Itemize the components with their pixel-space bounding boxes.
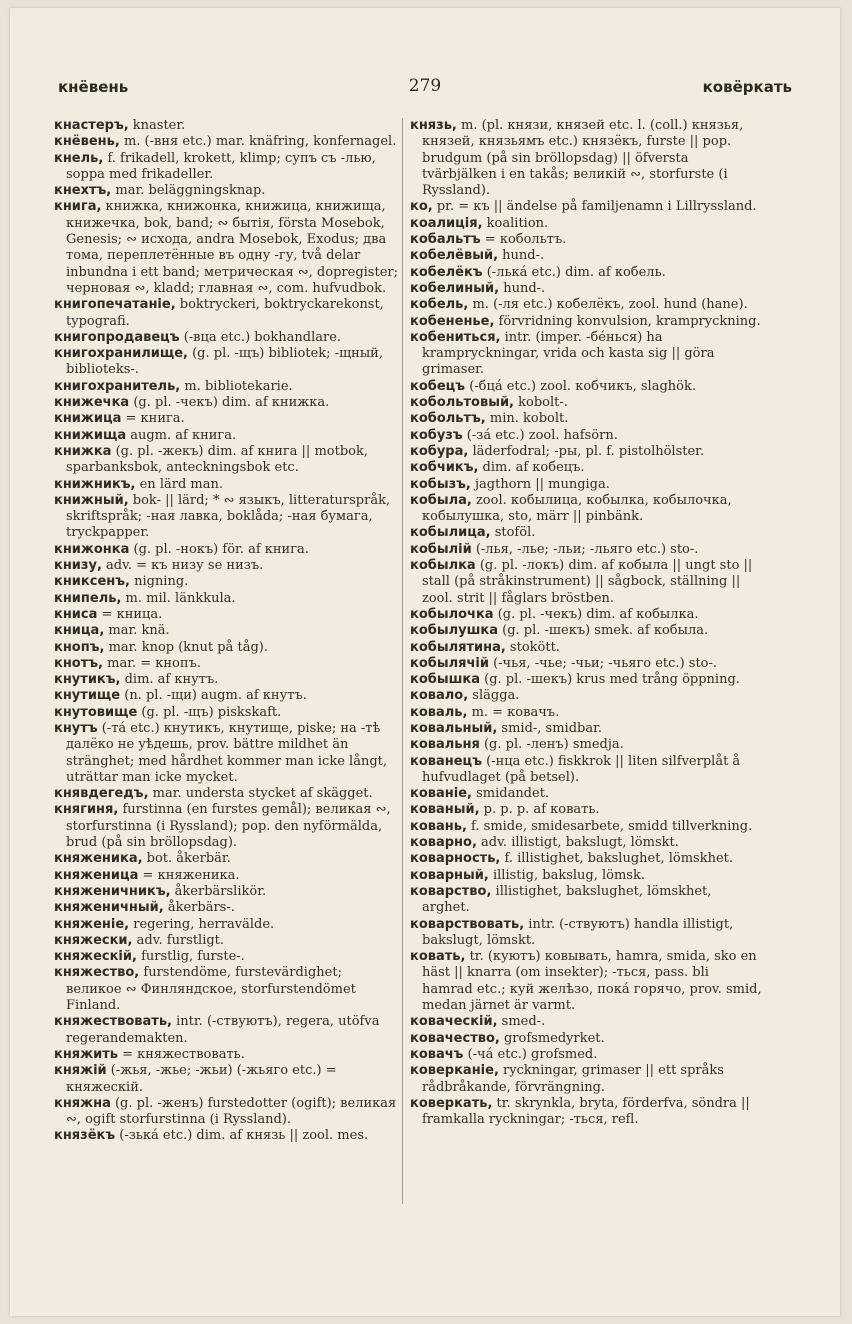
entry-definition: smidandet. xyxy=(471,786,550,802)
entry-definition: pr. = къ || ändelse på familjenamn i Lillryssland. xyxy=(432,199,757,215)
entry-definition: (n. pl. -щи) augm. af кнутъ. xyxy=(120,688,307,704)
entry-headword: кобчикъ, xyxy=(410,460,479,476)
dictionary-entry xyxy=(54,542,399,558)
dictionary-entry xyxy=(410,232,762,248)
entry-headword: книжный, xyxy=(54,492,129,508)
entry-headword: кобылій xyxy=(410,541,472,557)
entry-definition: m. bibliotekarie. xyxy=(180,378,293,394)
entry-headword: коварность, xyxy=(410,851,501,867)
entry-headword: книгохранитель, xyxy=(54,378,181,394)
entry-headword: княжить xyxy=(54,1046,118,1062)
entry-headword: кобызъ, xyxy=(410,476,471,492)
dictionary-entry xyxy=(410,542,762,558)
entry-definition: dim. af кнутъ. xyxy=(120,672,219,688)
entry-headword: книгопродавецъ xyxy=(54,329,180,345)
entry-headword: кобылочка xyxy=(410,606,494,622)
entry-headword: книжища xyxy=(54,427,127,443)
entry-definition: åkerbärs-. xyxy=(163,900,235,916)
entry-headword: коалиція, xyxy=(410,215,483,231)
entry-headword: ковань, xyxy=(410,818,467,834)
dictionary-entry xyxy=(54,1096,399,1129)
dictionary-entry xyxy=(410,1047,762,1063)
dictionary-entry xyxy=(54,558,399,574)
dictionary-entry xyxy=(410,656,762,672)
entry-headword: княжески, xyxy=(54,932,133,948)
entry-headword: кнутище xyxy=(54,688,121,704)
entry-definition: (-лья, -лье; -льи; -льяго etc.) sto-. xyxy=(471,541,699,557)
entry-definition: f. frikadell, krokett, klimp; супъ съ -лью, soppa med frikadeller. xyxy=(66,150,376,182)
page-number: 279 xyxy=(408,76,442,96)
entry-headword: кобылячій xyxy=(410,655,489,671)
entry-definition: boktryckeri, boktryckarekonst, typografi. xyxy=(66,297,384,329)
entry-headword: княгиня, xyxy=(54,802,119,818)
entry-headword: книса xyxy=(54,606,98,622)
entry-headword: книжникъ, xyxy=(54,476,136,492)
entry-definition: grofsmedyrket. xyxy=(499,1030,605,1046)
dictionary-entry xyxy=(410,477,762,493)
entry-definition: = княженика. xyxy=(138,867,240,883)
entry-headword: кобецъ xyxy=(410,378,466,394)
entry-headword: коваль, xyxy=(410,704,468,720)
entry-definition: = кница. xyxy=(97,606,163,622)
dictionary-entry xyxy=(410,672,762,688)
dictionary-entry xyxy=(410,688,762,704)
entry-headword: княжество, xyxy=(54,965,140,981)
dictionary-entry xyxy=(54,118,399,134)
entry-definition: kobolt-. xyxy=(514,395,568,411)
dictionary-entry xyxy=(54,900,399,916)
dictionary-entry xyxy=(54,672,399,688)
entry-definition: smed-. xyxy=(497,1014,546,1030)
entry-headword: книгохранилище, xyxy=(54,346,188,362)
left-guide-word: кнёвень xyxy=(58,78,129,96)
entry-definition: mar. knop (knut på tåg). xyxy=(104,639,268,655)
entry-headword: кобылятина, xyxy=(410,639,506,655)
dictionary-entry xyxy=(54,477,399,493)
dictionary-entry xyxy=(54,1014,399,1047)
dictionary-entry xyxy=(54,1063,399,1096)
entry-definition: intr. (-ствуютъ) handla illistigt, bakslugt, lömskt. xyxy=(422,916,734,948)
dictionary-entry xyxy=(54,591,399,607)
entry-definition: m. (pl. князи, князей etc. l. (coll.) князья, князей, князьямъ etc.) князёкъ, furste || pop. brudgum (på sin bröllopsdag) || öfversta tvärbjälken i en takås; великій ∾, storfurste (i Ryssland). xyxy=(422,118,744,199)
entry-headword: княжествовать, xyxy=(54,1014,172,1030)
left-column xyxy=(54,118,399,1145)
entry-headword: кнель, xyxy=(54,150,104,166)
column-divider xyxy=(402,118,403,1204)
entry-definition: intr. (imper. -бéнься) ha krampryckningar, vrida och kasta sig || göra grimaser. xyxy=(422,329,715,378)
entry-definition: m. (-ля etc.) кобелёкъ, zool. hund (hane). xyxy=(468,297,748,313)
entry-headword: ко, xyxy=(410,199,433,215)
entry-headword: кобель, xyxy=(410,297,469,313)
dictionary-entry xyxy=(410,1096,762,1129)
entry-definition: stokött. xyxy=(505,639,560,655)
entry-headword: князёкъ xyxy=(54,1128,116,1144)
dictionary-entry xyxy=(410,705,762,721)
dictionary-entry xyxy=(54,151,399,184)
dictionary-entry xyxy=(410,265,762,281)
entry-definition: hund-. xyxy=(498,248,545,264)
entry-definition: tr. skrynkla, bryta, förderfva, söndra || framkalla ryckningar; -ться, refl. xyxy=(422,1095,750,1128)
entry-definition: mar. beläggningsknap. xyxy=(111,183,266,199)
entry-definition: (-нца etc.) fiskkrok || liten silfverplåt å hufvudlaget (på betsel). xyxy=(422,753,741,785)
entry-definition: tr. (куютъ) ковывать, hamra, smida, sko en häst || knarra (om insekter); -ться, pass. bli hamrad etc.; куй желѣзо, покá горячо, prov. smid, medan järnet är varmt. xyxy=(422,949,762,1014)
dictionary-entry xyxy=(54,199,399,297)
dictionary-entry xyxy=(54,656,399,672)
entry-definition: läderfodral; -ры, pl. f. pistolhölster. xyxy=(468,443,705,459)
entry-headword: кобышка xyxy=(410,672,480,688)
entry-definition: furstendöme, furstevärdighet; великое ∾ Финляндское, storfurstendömet Finland. xyxy=(66,965,356,1014)
dictionary-entry xyxy=(54,379,399,395)
entry-headword: кобузъ xyxy=(410,427,463,443)
entry-definition: mar. knä. xyxy=(104,623,170,639)
right-column xyxy=(410,118,762,1128)
entry-definition: mar. understa stycket af skägget. xyxy=(148,786,373,802)
entry-headword: кнёвень, xyxy=(54,134,120,150)
dictionary-entry xyxy=(54,933,399,949)
dictionary-entry xyxy=(410,868,762,884)
dictionary-entry xyxy=(54,949,399,965)
entry-headword: кобольтовый, xyxy=(410,395,514,411)
entry-headword: кобальтъ xyxy=(410,232,481,248)
entry-headword: ковальня xyxy=(410,737,480,753)
entry-headword: кованецъ xyxy=(410,753,482,769)
entry-headword: кнастеръ, xyxy=(54,118,129,133)
dictionary-entry xyxy=(410,1014,762,1030)
entry-definition: (g. pl. -шекъ) krus med trång öppning. xyxy=(480,672,740,688)
entry-definition: (g. pl. -ленъ) smedja. xyxy=(479,737,624,753)
entry-definition: (g. pl. -шекъ) smek. af кобыла. xyxy=(498,623,709,639)
entry-definition: m. (-вня etc.) mar. knäfring, konfernagel. xyxy=(119,134,397,150)
entry-definition: (-чья, -чье; -чьи; -чьяго etc.) sto-. xyxy=(488,655,718,671)
entry-headword: коварный, xyxy=(410,867,489,883)
entry-definition: p. p. p. af ковать. xyxy=(479,802,600,818)
dictionary-entry xyxy=(54,851,399,867)
dictionary-entry xyxy=(410,949,762,1014)
entry-definition: åkerbärslikör. xyxy=(170,883,267,899)
entry-definition: stoföl. xyxy=(490,525,536,541)
entry-definition: en lärd man. xyxy=(135,476,223,492)
dictionary-entry xyxy=(54,917,399,933)
dictionary-entry xyxy=(410,428,762,444)
entry-headword: кнехтъ, xyxy=(54,183,112,199)
dictionary-entry xyxy=(54,607,399,623)
entry-headword: книга, xyxy=(54,199,102,215)
dictionary-entry xyxy=(410,281,762,297)
entry-definition: illistighet, bakslughet, lömskhet, arghet. xyxy=(422,883,712,916)
dictionary-entry xyxy=(410,786,762,802)
entry-headword: кобелёкъ xyxy=(410,264,483,280)
entry-definition: koalition. xyxy=(482,215,549,231)
entry-definition: adv. = къ низу se низъ. xyxy=(101,558,264,574)
entry-definition: zool. кобылица, кобылка, кобылочка, кобылушка, sto, märr || pinbänk. xyxy=(422,492,732,525)
dictionary-entry xyxy=(54,884,399,900)
dictionary-entry xyxy=(410,754,762,787)
dictionary-entry xyxy=(54,1047,399,1063)
entry-definition: = княжествовать. xyxy=(117,1046,245,1062)
entry-headword: кобылушка xyxy=(410,623,498,639)
dictionary-entry xyxy=(54,346,399,379)
dictionary-entry xyxy=(410,297,762,313)
dictionary-entry xyxy=(54,965,399,1014)
entry-definition: (g. pl. -щъ) piskskaft. xyxy=(137,704,282,720)
entry-definition: adv. illistigt, bakslugt, lömskt. xyxy=(476,835,679,851)
dictionary-entry xyxy=(410,607,762,623)
dictionary-entry xyxy=(410,721,762,737)
entry-headword: книксенъ, xyxy=(54,574,130,590)
dictionary-entry xyxy=(410,835,762,851)
entry-headword: кнотъ, xyxy=(54,655,103,671)
entry-headword: ковачъ xyxy=(410,1046,464,1062)
entry-headword: кобыла, xyxy=(410,492,472,508)
entry-definition: illistig, bakslug, lömsk. xyxy=(488,867,645,883)
dictionary-entry xyxy=(54,134,399,150)
entry-headword: кобольтъ, xyxy=(410,411,486,427)
dictionary-entry xyxy=(410,1031,762,1047)
entry-definition: (-бцá etc.) zool. кобчикъ, slaghök. xyxy=(465,378,696,394)
dictionary-entry xyxy=(410,851,762,867)
entry-headword: княженика, xyxy=(54,851,143,867)
entry-headword: княженіе, xyxy=(54,916,130,932)
dictionary-entry xyxy=(410,248,762,264)
entry-definition: (g. pl. -женъ) furstedotter (ogift); великая ∾, ogift storfurstinna (i Ryssland). xyxy=(66,1095,397,1128)
dictionary-entry xyxy=(410,330,762,379)
entry-definition: furstlig, furste-. xyxy=(136,949,245,965)
dictionary-entry xyxy=(54,802,399,851)
entry-headword: ковало, xyxy=(410,688,469,704)
entry-headword: княжескій, xyxy=(54,949,137,965)
dictionary-entry xyxy=(54,705,399,721)
entry-headword: коварно, xyxy=(410,835,477,851)
entry-headword: кница, xyxy=(54,623,105,639)
dictionary-entry xyxy=(54,493,399,542)
entry-definition: mar. = кнопъ. xyxy=(102,655,201,671)
entry-definition: (-жья, -жье; -жьи) (-жьяго etc.) = княжескій. xyxy=(66,1063,337,1095)
entry-definition: (-лькá etc.) dim. af кобель. xyxy=(482,264,666,280)
entry-definition: (g. pl. -щъ) bibliotek; -щный, biblioteks-. xyxy=(66,346,383,378)
dictionary-entry xyxy=(54,183,399,199)
entry-definition: augm. af книга. xyxy=(126,427,237,443)
dictionary-entry xyxy=(410,395,762,411)
entry-definition: knaster. xyxy=(128,118,186,133)
page-header xyxy=(58,70,792,100)
entry-definition: min. kobolt. xyxy=(485,411,569,427)
dictionary-entry xyxy=(410,737,762,753)
entry-headword: кобылка xyxy=(410,558,476,574)
dictionary-entry xyxy=(54,444,399,477)
entry-definition: adv. furstligt. xyxy=(132,932,225,948)
dictionary-entry xyxy=(410,640,762,656)
dictionary-entry xyxy=(54,411,399,427)
entry-definition: f. smide, smidesarbete, smidd tillverkning. xyxy=(466,818,753,834)
dictionary-entry xyxy=(54,786,399,802)
entry-headword: кобылица, xyxy=(410,525,491,541)
entry-definition: regering, herravälde. xyxy=(129,916,275,932)
dictionary-entry xyxy=(410,379,762,395)
dictionary-entry xyxy=(410,199,762,215)
entry-definition: hund-. xyxy=(499,280,546,296)
entry-definition: ryckningar, grimaser || ett språks rådbråkande, förvrängning. xyxy=(422,1063,724,1095)
dictionary-entry xyxy=(54,721,399,786)
entry-definition: smid-, smidbar. xyxy=(497,720,603,736)
dictionary-entry xyxy=(410,1063,762,1096)
entry-definition: slägga. xyxy=(468,688,520,704)
entry-definition: (-зькá etc.) dim. af князь || zool. mes. xyxy=(115,1128,369,1144)
entry-headword: ковачество, xyxy=(410,1030,500,1046)
entry-definition: bot. åkerbär. xyxy=(142,851,231,867)
entry-headword: кобелёвый, xyxy=(410,248,499,264)
entry-headword: книжечка xyxy=(54,395,130,411)
entry-definition: (g. pl. -чекъ) dim. af кобылка. xyxy=(493,606,699,622)
dictionary-entry xyxy=(54,623,399,639)
entry-definition: dim. af кобецъ. xyxy=(478,460,585,476)
dictionary-entry xyxy=(410,917,762,950)
dictionary-entry xyxy=(410,884,762,917)
dictionary-entry xyxy=(54,868,399,884)
entry-definition: = кобольтъ. xyxy=(480,232,567,248)
entry-headword: кнутовище xyxy=(54,704,138,720)
dictionary-entry xyxy=(54,574,399,590)
entry-headword: княженица xyxy=(54,867,139,883)
dictionary-entry xyxy=(410,525,762,541)
entry-definition: (-тá etc.) кнутикъ, кнутище, piske; на -тѣ далёко не уѣдешь, prov. bättre mildhet än stränghet; med hårdhet kommer man icke långt, uträttar man icke mycket. xyxy=(66,720,387,785)
entry-definition: jagthorn || mungiga. xyxy=(470,476,610,492)
dictionary-entry xyxy=(410,460,762,476)
dictionary-entry xyxy=(410,314,762,330)
entry-headword: книжонка xyxy=(54,541,130,557)
entry-headword: книгопечатаніе, xyxy=(54,297,176,313)
entry-headword: княжна xyxy=(54,1095,111,1111)
entry-definition: furstinna (en furstes gemål); великая ∾, storfurstinna (i Ryssland); pop. den nyförmälda, brud (på sin bröllopsdag). xyxy=(66,802,391,851)
entry-headword: книжка xyxy=(54,443,112,459)
entry-headword: коверкать, xyxy=(410,1095,493,1111)
entry-definition: m. = ковачъ. xyxy=(467,704,560,720)
entry-headword: княженичникъ, xyxy=(54,883,171,899)
entry-headword: ковальный, xyxy=(410,720,498,736)
dictionary-entry xyxy=(54,428,399,444)
dictionary-entry xyxy=(54,1128,399,1144)
entry-headword: кованый, xyxy=(410,802,480,818)
entry-definition: книжка, книжонка, книжица, книжища, книжечка, bok, band; ∾ бытія, första Mosebok, Genesis; ∾ исхода, andra Mosebok, Exodus; два тома, переплетённые въ одну -гу, två delar inbundna i ett band; метрическая ∾, dopregister; черновая ∾, kladd; главная ∾, com. hufvudbok. xyxy=(66,199,398,296)
entry-headword: книжица xyxy=(54,411,122,427)
entry-definition: nigning. xyxy=(129,574,189,590)
dictionary-entry xyxy=(410,623,762,639)
dictionary-entry xyxy=(410,118,762,199)
entry-headword: ковать, xyxy=(410,949,466,965)
entry-definition: intr. (-ствуютъ), regera, utöfva regerandemakten. xyxy=(66,1014,380,1046)
dictionary-entry xyxy=(410,558,762,607)
dictionary-entry xyxy=(410,444,762,460)
entry-headword: князь, xyxy=(410,118,457,133)
entry-headword: княженичный, xyxy=(54,900,164,916)
dictionary-entry xyxy=(54,330,399,346)
dictionary-entry xyxy=(410,802,762,818)
dictionary-entry xyxy=(54,640,399,656)
entry-definition: förvridning konvulsion, krampryckning. xyxy=(494,313,761,329)
entry-definition: = книга. xyxy=(121,411,185,427)
dictionary-entry xyxy=(54,395,399,411)
dictionary-entry xyxy=(410,216,762,232)
dictionary-entry xyxy=(410,411,762,427)
entry-headword: княжій xyxy=(54,1063,107,1079)
right-guide-word: ковёркать xyxy=(702,78,792,96)
entry-headword: кобелиный, xyxy=(410,280,500,296)
entry-definition: (g. pl. -нокъ) för. af книга. xyxy=(129,541,309,557)
entry-headword: кованіе, xyxy=(410,786,472,802)
entry-headword: кнопъ, xyxy=(54,639,105,655)
entry-headword: кобененье, xyxy=(410,313,495,329)
entry-definition: m. mil. länkkula. xyxy=(121,590,236,606)
dictionary-entry xyxy=(410,493,762,526)
entry-headword: коварство, xyxy=(410,883,492,899)
entry-headword: княвдегедъ, xyxy=(54,786,149,802)
entry-headword: книпель, xyxy=(54,590,122,606)
dictionary-entry xyxy=(410,819,762,835)
entry-headword: коварствовать, xyxy=(410,916,525,932)
dictionary-entry xyxy=(54,688,399,704)
entry-definition: (g. pl. -жекъ) dim. af книга || motbok, sparbanksbok, anteckningsbok etc. xyxy=(66,443,368,476)
entry-definition: (g. pl. -чекъ) dim. af книжка. xyxy=(129,395,330,411)
entry-headword: кобениться, xyxy=(410,329,501,345)
entry-definition: bok- || lärd; * ∾ языкъ, litteraturspråk, skriftspråk; -ная лавка, boklåda; -ная бумага, tryckpapper. xyxy=(66,492,391,541)
entry-definition: (-зá etc.) zool. hafsörn. xyxy=(462,427,618,443)
entry-definition: (-чá etc.) grofsmed. xyxy=(463,1046,598,1062)
dictionary-entry xyxy=(54,297,399,330)
entry-headword: кнутъ xyxy=(54,720,98,736)
entry-headword: книзу, xyxy=(54,558,102,574)
entry-headword: коверканіе, xyxy=(410,1063,499,1079)
entry-definition: f. illistighet, bakslughet, lömskhet. xyxy=(500,851,733,867)
entry-headword: коваческій, xyxy=(410,1014,498,1030)
entry-headword: кобура, xyxy=(410,443,469,459)
entry-definition: (-вца etc.) bokhandlare. xyxy=(179,329,342,345)
entry-headword: кнутикъ, xyxy=(54,672,121,688)
entry-definition: (g. pl. -локъ) dim. af кобыла || ungt sto || stall (på stråkinstrument) || sågbock, ställning || zool. strit || fåglars bröstben. xyxy=(422,558,753,606)
